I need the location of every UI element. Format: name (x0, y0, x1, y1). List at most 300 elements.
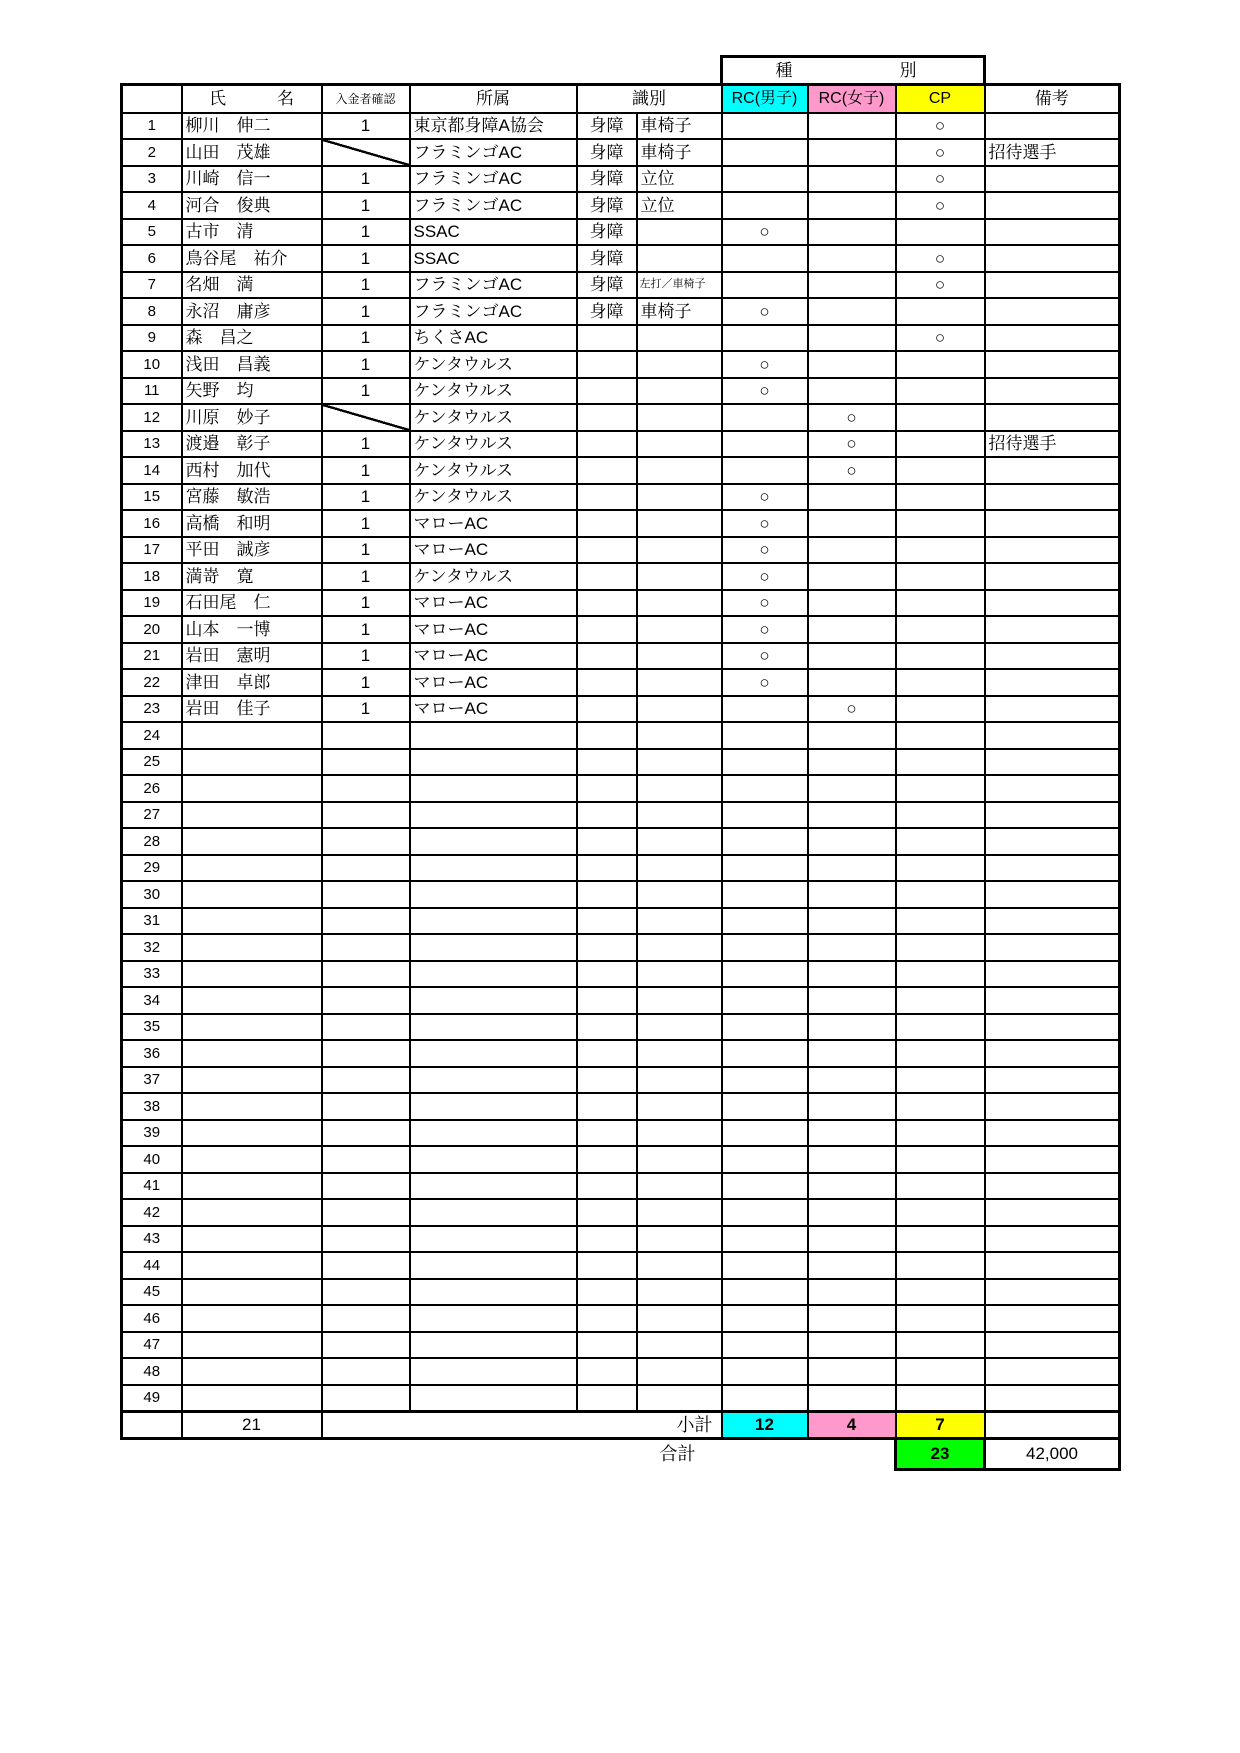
remarks-cell (985, 1332, 1120, 1359)
affiliation-cell (410, 908, 577, 935)
cp-mark-cell (896, 828, 985, 855)
row-number-cell: 35 (122, 1014, 182, 1041)
affiliation-cell: ケンタウルス (410, 351, 577, 378)
rc-male-mark-cell (722, 1067, 808, 1094)
cp-mark-cell (896, 1199, 985, 1226)
class-type-cell (637, 1305, 722, 1332)
rc-male-mark-cell (722, 987, 808, 1014)
class-type-cell (637, 775, 722, 802)
name-cell (182, 1305, 322, 1332)
payment-confirm-cell: 1 (322, 537, 410, 564)
row-number-cell: 48 (122, 1358, 182, 1385)
class-type-cell (637, 802, 722, 829)
remarks-cell (985, 749, 1120, 776)
rc-male-mark-cell (722, 431, 808, 458)
table-row (122, 908, 1120, 935)
affiliation-cell: マローAC (410, 590, 577, 617)
rc-female-mark-cell (808, 987, 896, 1014)
class-type-cell (637, 484, 722, 511)
name-cell: 岩田 憲明 (182, 643, 322, 670)
table-row (122, 1279, 1120, 1306)
remarks-cell (985, 325, 1120, 352)
row-number-cell: 23 (122, 696, 182, 723)
rc-female-mark-cell (808, 1199, 896, 1226)
affiliation-cell: ケンタウルス (410, 431, 577, 458)
affiliation-cell (410, 1093, 577, 1120)
class-category-cell (577, 378, 637, 405)
class-category-cell (577, 351, 637, 378)
class-type-cell (637, 1067, 722, 1094)
class-type-cell (637, 1093, 722, 1120)
rc-female-mark-cell (808, 166, 896, 193)
name-cell: 山本 一博 (182, 616, 322, 643)
rc-male-mark-cell (722, 722, 808, 749)
class-category-cell (577, 908, 637, 935)
table-row (122, 855, 1120, 882)
class-category-cell (577, 1332, 637, 1359)
affiliation-cell: フラミンゴAC (410, 272, 577, 299)
remarks-cell (985, 1279, 1120, 1306)
class-category-cell (577, 1358, 637, 1385)
table-row (122, 934, 1120, 961)
row-number-cell: 9 (122, 325, 182, 352)
payment-confirm-cell: 1 (322, 643, 410, 670)
name-cell: 岩田 佳子 (182, 696, 322, 723)
remarks-cell (985, 855, 1120, 882)
row-number-cell: 22 (122, 669, 182, 696)
remarks-cell: 招待選手 (985, 139, 1120, 166)
name-cell (182, 908, 322, 935)
cp-mark-cell (896, 934, 985, 961)
class-type-cell (637, 934, 722, 961)
cp-mark-cell (896, 457, 985, 484)
table-row (122, 325, 1120, 352)
table-row (122, 1305, 1120, 1332)
rc-male-mark-cell (722, 749, 808, 776)
remarks-cell (985, 828, 1120, 855)
class-type-cell (637, 722, 722, 749)
remarks-cell (985, 1252, 1120, 1279)
cp-mark-cell (896, 616, 985, 643)
header-row (122, 85, 1120, 113)
payment-confirm-cell: 1 (322, 298, 410, 325)
class-category-cell (577, 934, 637, 961)
name-cell: 津田 卓郎 (182, 669, 322, 696)
name-cell (182, 802, 322, 829)
remarks-cell (985, 1305, 1120, 1332)
table-row (122, 1040, 1120, 1067)
subtotal-blank-no (122, 1411, 182, 1438)
remarks-cell (985, 537, 1120, 564)
affiliation-cell (410, 1358, 577, 1385)
rc-female-mark-cell (808, 192, 896, 219)
rc-female-mark-cell (808, 272, 896, 299)
remarks-cell (985, 987, 1120, 1014)
affiliation-cell (410, 722, 577, 749)
table-row (122, 272, 1120, 299)
cp-mark-cell (896, 987, 985, 1014)
rc-male-mark-cell (722, 1014, 808, 1041)
cp-mark-cell (896, 1226, 985, 1253)
payment-confirm-cell (322, 1067, 410, 1094)
rc-female-mark-cell (808, 378, 896, 405)
class-type-cell (637, 696, 722, 723)
rc-female-mark-cell (808, 855, 896, 882)
rc-female-mark-cell (808, 245, 896, 272)
cp-mark-cell: ○ (896, 272, 985, 299)
class-type-cell (637, 749, 722, 776)
payment-confirm-cell: 1 (322, 245, 410, 272)
rc-female-mark-cell: ○ (808, 404, 896, 431)
remarks-cell (985, 722, 1120, 749)
class-category-cell: 身障 (577, 113, 637, 140)
subtotal-rc-male: 12 (722, 1411, 808, 1438)
rc-female-mark-cell (808, 1014, 896, 1041)
class-category-cell (577, 404, 637, 431)
class-category-cell (577, 510, 637, 537)
payment-confirm-cell: 1 (322, 510, 410, 537)
payment-confirm-cell: 1 (322, 457, 410, 484)
payment-confirm-cell: 1 (322, 351, 410, 378)
cp-mark-cell: ○ (896, 192, 985, 219)
rc-female-mark-cell (808, 1093, 896, 1120)
rc-female-mark-cell (808, 113, 896, 140)
remarks-cell (985, 908, 1120, 935)
rc-female-mark-cell (808, 961, 896, 988)
affiliation-cell (410, 934, 577, 961)
affiliation-cell: フラミンゴAC (410, 192, 577, 219)
rc-male-mark-cell (722, 192, 808, 219)
rc-female-mark-cell (808, 643, 896, 670)
payment-confirm-cell (322, 1332, 410, 1359)
table-row (122, 245, 1120, 272)
rc-male-mark-cell (722, 1093, 808, 1120)
class-category-cell (577, 1014, 637, 1041)
remarks-cell: 招待選手 (985, 431, 1120, 458)
remarks-cell (985, 1226, 1120, 1253)
name-cell (182, 1332, 322, 1359)
row-number-cell: 10 (122, 351, 182, 378)
cp-mark-cell (896, 484, 985, 511)
cp-mark-cell (896, 1305, 985, 1332)
name-cell: 河合 俊典 (182, 192, 322, 219)
class-category-cell: 身障 (577, 139, 637, 166)
row-number-cell: 38 (122, 1093, 182, 1120)
name-cell (182, 722, 322, 749)
name-cell: 川原 妙子 (182, 404, 322, 431)
total-label: 合計 (659, 1444, 696, 1465)
name-cell (182, 1173, 322, 1200)
remarks-cell (985, 1146, 1120, 1173)
payment-confirm-cell: 1 (322, 192, 410, 219)
table-row (122, 643, 1120, 670)
affiliation-cell (410, 775, 577, 802)
class-category-cell (577, 1385, 637, 1412)
name-cell (182, 1199, 322, 1226)
class-category-cell (577, 1279, 637, 1306)
row-number-cell: 14 (122, 457, 182, 484)
table-row (122, 298, 1120, 325)
col-header-class: 識別 (577, 85, 722, 113)
rc-female-mark-cell (808, 484, 896, 511)
subtotal-payment-count: 21 (182, 1411, 322, 1438)
table-row (122, 590, 1120, 617)
cp-mark-cell (896, 802, 985, 829)
rc-male-mark-cell (722, 881, 808, 908)
rc-male-mark-cell (722, 934, 808, 961)
class-category-cell: 身障 (577, 166, 637, 193)
row-number-cell: 37 (122, 1067, 182, 1094)
class-type-cell (637, 1173, 722, 1200)
rc-male-mark-cell (722, 1199, 808, 1226)
affiliation-cell: フラミンゴAC (410, 139, 577, 166)
row-number-cell: 20 (122, 616, 182, 643)
class-type-cell (637, 219, 722, 246)
rc-male-mark-cell: ○ (722, 643, 808, 670)
remarks-cell (985, 1014, 1120, 1041)
remarks-cell (985, 616, 1120, 643)
name-cell (182, 749, 322, 776)
class-type-cell (637, 1385, 722, 1412)
table-row (122, 802, 1120, 829)
rc-male-mark-cell (722, 828, 808, 855)
remarks-cell (985, 1067, 1120, 1094)
rc-female-mark-cell (808, 881, 896, 908)
name-cell (182, 1252, 322, 1279)
rc-female-mark-cell (808, 1279, 896, 1306)
class-type-cell (637, 855, 722, 882)
row-number-cell: 15 (122, 484, 182, 511)
rc-female-mark-cell (808, 802, 896, 829)
table-row (122, 961, 1120, 988)
rc-female-mark-cell (808, 1120, 896, 1147)
row-number-cell: 21 (122, 643, 182, 670)
table-row (122, 457, 1120, 484)
remarks-cell (985, 1120, 1120, 1147)
affiliation-cell (410, 961, 577, 988)
payment-confirm-cell (322, 139, 410, 166)
affiliation-cell (410, 855, 577, 882)
cp-mark-cell (896, 1093, 985, 1120)
class-type-cell: 車椅子 (637, 113, 722, 140)
payment-confirm-cell (322, 1358, 410, 1385)
name-cell: 柳川 伸二 (182, 113, 322, 140)
rc-male-mark-cell: ○ (722, 510, 808, 537)
rc-male-mark-cell: ○ (722, 351, 808, 378)
row-number-cell: 34 (122, 987, 182, 1014)
row-number-cell: 1 (122, 113, 182, 140)
rc-male-mark-cell (722, 272, 808, 299)
payment-confirm-cell (322, 1040, 410, 1067)
class-category-cell (577, 1173, 637, 1200)
payment-confirm-cell: 1 (322, 113, 410, 140)
remarks-cell (985, 378, 1120, 405)
class-type-cell (637, 1120, 722, 1147)
cp-mark-cell (896, 855, 985, 882)
rc-male-mark-cell (722, 1252, 808, 1279)
remarks-cell (985, 802, 1120, 829)
table-row (122, 537, 1120, 564)
rc-male-mark-cell (722, 1332, 808, 1359)
class-category-cell (577, 987, 637, 1014)
remarks-cell (985, 219, 1120, 246)
class-type-cell: 左打／車椅子 (637, 272, 722, 299)
remarks-cell (985, 934, 1120, 961)
col-header-remarks: 備考 (985, 85, 1120, 113)
rc-female-mark-cell (808, 590, 896, 617)
payment-confirm-cell: 1 (322, 325, 410, 352)
total-spacer-rc-female (808, 1438, 896, 1469)
table-row (122, 404, 1120, 431)
name-cell (182, 881, 322, 908)
table-row (122, 192, 1120, 219)
class-type-cell (637, 378, 722, 405)
affiliation-cell: SSAC (410, 219, 577, 246)
affiliation-cell (410, 1120, 577, 1147)
affiliation-cell: ケンタウルス (410, 563, 577, 590)
class-category-cell: 身障 (577, 192, 637, 219)
class-category-cell (577, 484, 637, 511)
class-type-cell (637, 245, 722, 272)
rc-female-mark-cell (808, 1226, 896, 1253)
affiliation-cell (410, 1146, 577, 1173)
class-category-cell (577, 1093, 637, 1120)
remarks-cell (985, 457, 1120, 484)
rc-female-mark-cell (808, 1332, 896, 1359)
row-number-cell: 27 (122, 802, 182, 829)
affiliation-cell (410, 828, 577, 855)
class-type-cell (637, 457, 722, 484)
payment-confirm-cell (322, 881, 410, 908)
affiliation-cell: マローAC (410, 510, 577, 537)
class-category-cell (577, 881, 637, 908)
entry-sheet (120, 55, 1121, 1471)
row-number-cell: 45 (122, 1279, 182, 1306)
name-cell: 矢野 均 (182, 378, 322, 405)
name-cell (182, 775, 322, 802)
class-type-cell (637, 510, 722, 537)
remarks-cell (985, 775, 1120, 802)
remarks-cell (985, 961, 1120, 988)
rc-male-mark-cell (722, 113, 808, 140)
remarks-cell (985, 696, 1120, 723)
class-type-cell (637, 351, 722, 378)
table-row (122, 139, 1120, 166)
rc-female-mark-cell: ○ (808, 431, 896, 458)
payment-confirm-cell (322, 1305, 410, 1332)
rc-male-mark-cell: ○ (722, 590, 808, 617)
table-row (122, 1173, 1120, 1200)
cp-mark-cell (896, 590, 985, 617)
class-category-cell (577, 325, 637, 352)
affiliation-cell (410, 1252, 577, 1279)
rc-female-mark-cell (808, 1252, 896, 1279)
class-category-cell (577, 722, 637, 749)
entry-table (120, 55, 1121, 1471)
affiliation-cell: フラミンゴAC (410, 298, 577, 325)
row-number-cell: 16 (122, 510, 182, 537)
cp-mark-cell (896, 1146, 985, 1173)
cp-mark-cell (896, 510, 985, 537)
payment-confirm-cell (322, 828, 410, 855)
affiliation-cell: フラミンゴAC (410, 166, 577, 193)
payment-confirm-cell: 1 (322, 431, 410, 458)
total-spacer-rc-male (722, 1438, 808, 1469)
rc-female-mark-cell (808, 908, 896, 935)
rc-female-mark-cell (808, 219, 896, 246)
rc-female-mark-cell (808, 775, 896, 802)
row-number-cell: 13 (122, 431, 182, 458)
rc-female-mark-cell (808, 298, 896, 325)
affiliation-cell: マローAC (410, 643, 577, 670)
payment-confirm-cell (322, 722, 410, 749)
table-row (122, 484, 1120, 511)
name-cell: 名畑 満 (182, 272, 322, 299)
rc-male-mark-cell (722, 404, 808, 431)
cp-mark-cell (896, 563, 985, 590)
cp-mark-cell: ○ (896, 139, 985, 166)
row-number-cell: 36 (122, 1040, 182, 1067)
remarks-cell (985, 1358, 1120, 1385)
payment-confirm-cell (322, 1252, 410, 1279)
subtotal-label: 小計 (322, 1411, 722, 1438)
rc-female-mark-cell (808, 934, 896, 961)
subtotal-rc-female: 4 (808, 1411, 896, 1438)
payment-confirm-cell (322, 775, 410, 802)
class-type-cell: 立位 (637, 192, 722, 219)
rc-female-mark-cell (808, 1067, 896, 1094)
table-row (122, 1385, 1120, 1412)
rc-male-mark-cell (722, 1305, 808, 1332)
affiliation-cell: マローAC (410, 696, 577, 723)
name-cell (182, 855, 322, 882)
remarks-cell (985, 351, 1120, 378)
table-row (122, 219, 1120, 246)
payment-confirm-cell (322, 855, 410, 882)
remarks-cell (985, 590, 1120, 617)
name-cell: 石田尾 仁 (182, 590, 322, 617)
row-number-cell: 11 (122, 378, 182, 405)
table-row (122, 1146, 1120, 1173)
affiliation-cell (410, 749, 577, 776)
cp-mark-cell (896, 404, 985, 431)
class-type-cell (637, 537, 722, 564)
cp-mark-cell (896, 351, 985, 378)
cp-mark-cell (896, 1014, 985, 1041)
name-cell: 浅田 昌義 (182, 351, 322, 378)
affiliation-cell (410, 1173, 577, 1200)
name-cell (182, 987, 322, 1014)
rc-male-mark-cell (722, 1385, 808, 1412)
affiliation-cell: ケンタウルス (410, 457, 577, 484)
payment-confirm-cell: 1 (322, 272, 410, 299)
affiliation-cell (410, 1040, 577, 1067)
class-category-cell (577, 616, 637, 643)
class-type-cell (637, 1199, 722, 1226)
remarks-cell (985, 404, 1120, 431)
total-amount: 42,000 (985, 1438, 1120, 1469)
class-category-cell (577, 775, 637, 802)
payment-confirm-cell (322, 1279, 410, 1306)
rc-male-mark-cell: ○ (722, 669, 808, 696)
class-type-cell (637, 431, 722, 458)
player-rows (122, 113, 1120, 1412)
payment-confirm-cell (322, 1093, 410, 1120)
affiliation-cell (410, 881, 577, 908)
rc-male-mark-cell (722, 696, 808, 723)
payment-confirm-cell: 1 (322, 696, 410, 723)
col-header-affiliation: 所属 (410, 85, 577, 113)
